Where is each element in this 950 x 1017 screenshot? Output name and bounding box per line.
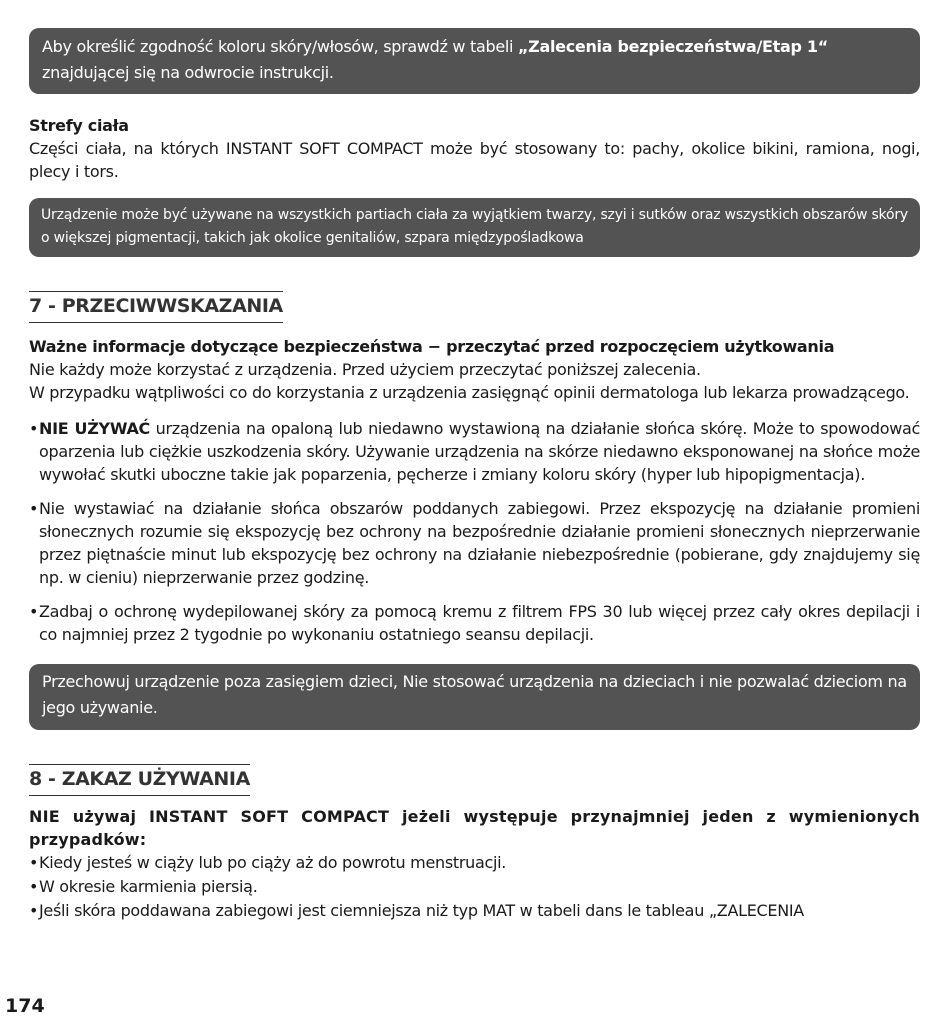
bullet-icon: • xyxy=(29,853,39,872)
restricted-areas-notice xyxy=(29,198,920,257)
bullet-icon: • xyxy=(29,877,39,896)
list-item-text: Jeśli skóra poddawana zabiegowi jest ciemniejsza niż typ MAT w tabeli dans le tableau „ZALECENIA xyxy=(39,901,804,920)
notice-table-reference: „Zalecenia bezpieczeństwa/Etap 1“ xyxy=(517,37,828,56)
skin-hair-color-notice xyxy=(29,28,920,94)
list-item xyxy=(29,417,920,486)
body-zones-heading: Strefy ciała xyxy=(29,116,129,135)
do-not-use-intro: NIE używaj INSTANT SOFT COMPACT jeżeli występuje przynajmniej jeden z wymienionych przypadków: xyxy=(29,807,920,849)
list-item xyxy=(29,875,920,899)
restricted-areas-text: Urządzenie może być używane na wszystkich partiach ciała za wyjątkiem twarzy, szyi i sutków oraz wszystkich obszarów skóry o większej pigmentacji, takich jak okolice genitaliów, szpara międzypośladkowa xyxy=(41,207,908,246)
do-not-use-label: NIE UŻYWAĆ xyxy=(39,419,150,438)
bullet-icon: • xyxy=(29,499,39,518)
children-safety-notice xyxy=(29,664,920,730)
contraindications-line-2: W przypadku wątpliwości co do korzystania z urządzenia zasięgnąć opinii dermatologa lub lekarza prowadzącego. xyxy=(29,383,910,402)
list-item-text: urządzenia na opaloną lub niedawno wystawioną na działanie słońca skórę. Może to spowodować oparzenia lub ciężkie uszkodzenia skóry. Używanie urządzenia na skórze niedawno eksponowanej na słońce może wywołać skutki uboczne takie jak poparzenia, pęcherze i zmiany koloru skóry (hyper lub hipopigmentacja). xyxy=(39,419,920,484)
list-item-text: Kiedy jesteś w ciąży lub po ciąży aż do powrotu menstruacji. xyxy=(39,853,507,872)
safety-important-heading: Ważne informacje dotyczące bezpieczeństwa − przeczytać przed rozpoczęciem użytkowania xyxy=(29,337,835,356)
list-item-text: Zadbaj o ochronę wydepilowanej skóry za pomocą kremu z filtrem FPS 30 lub więcej przez cały okres depilacji i co najmniej przez 2 tygodnie po wykonaniu ostatniego seansu depilacji. xyxy=(39,602,920,644)
list-item-text: W okresie karmienia piersią. xyxy=(39,877,258,896)
bullet-icon: • xyxy=(29,419,39,438)
page-number: 174 xyxy=(5,995,45,1017)
section-8-title: 8 - ZAKAZ UŻYWANIA xyxy=(29,764,250,796)
section-7-title: 7 - PRZECIWWSKAZANIA xyxy=(29,291,283,323)
children-safety-text: Przechowuj urządzenie poza zasięgiem dzieci, Nie stosować urządzenia na dzieciach i nie pozwalać dzieciom na jego używanie. xyxy=(42,672,907,717)
page-content xyxy=(29,28,920,923)
list-item xyxy=(29,851,920,875)
notice-text-a: Aby określić zgodność koloru skóry/włosów, sprawdź w tabeli xyxy=(42,37,518,56)
list-item-text: Nie wystawiać na działanie słońca obszarów poddanych zabiegowi. Przez ekspozycję na działanie promieni słonecznych rozumie się ekspozycję bez ochrony na bezpośrednie działanie promieni słonecznych nieprzerwanie przez piętnaście minut lub ekspozycję bez ochrony na działanie niebezpośrednie (pobierane, gdy znajdujemy się np. w cieniu) nieprzerwanie przez godzinę. xyxy=(39,499,920,587)
list-item xyxy=(29,600,920,646)
contraindications-line-1: Nie każdy może korzystać z urządzenia. Przed użyciem przeczytać poniższej zalecenia. xyxy=(29,360,701,379)
list-item xyxy=(29,899,920,923)
bullet-icon: • xyxy=(29,901,39,920)
notice-text-b: znajdującej się na odwrocie instrukcji. xyxy=(42,63,334,82)
list-item xyxy=(29,497,920,589)
bullet-icon: • xyxy=(29,602,39,621)
body-zones-text: Części ciała, na których INSTANT SOFT COMPACT może być stosowany to: pachy, okolice bikini, ramiona, nogi, plecy i tors. xyxy=(29,139,920,181)
